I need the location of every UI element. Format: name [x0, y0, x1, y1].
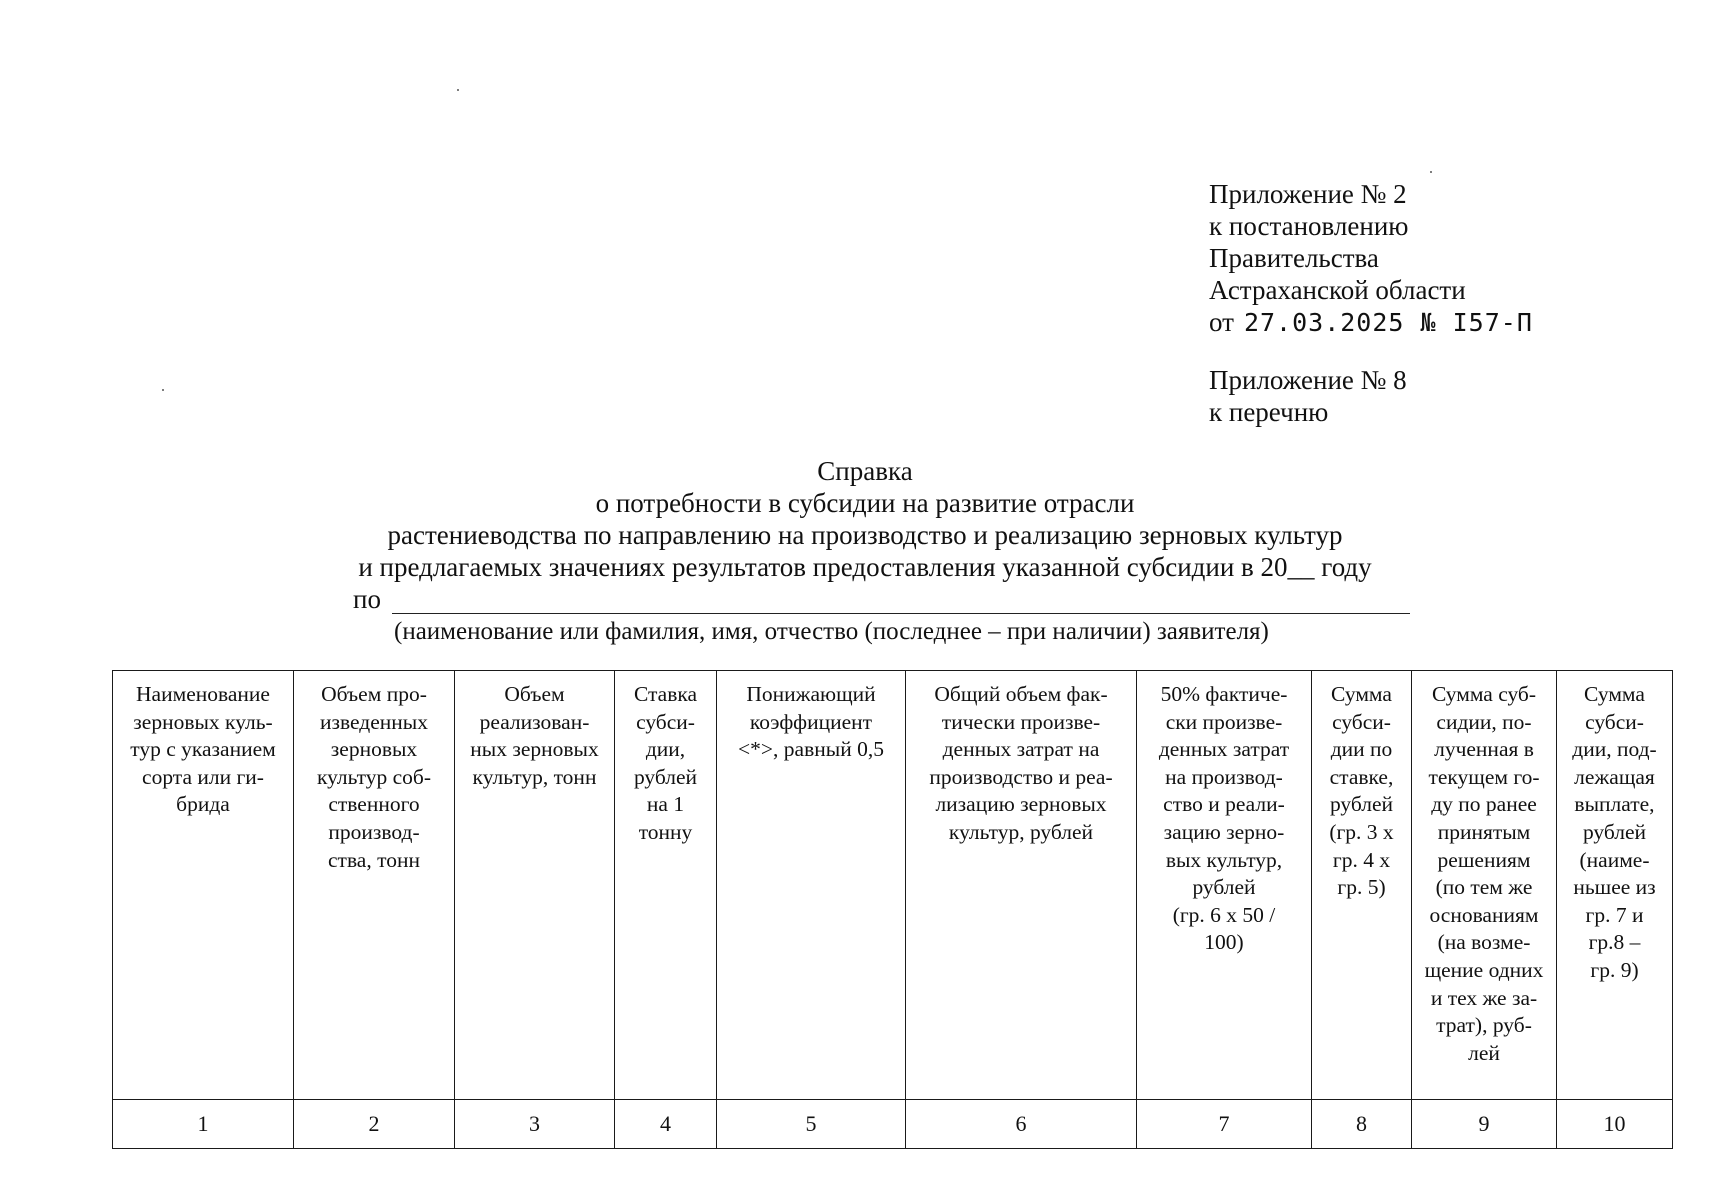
- title-line: Справка: [817, 456, 913, 486]
- header-text-line: Сумма: [1331, 682, 1392, 706]
- header-text-line: реализован-: [479, 709, 590, 734]
- header-text-line: лизацию зерновых: [935, 792, 1107, 817]
- annex-sub-line: Приложение № 8: [1209, 365, 1407, 395]
- header-text-line: сорта или ги-: [142, 764, 264, 789]
- header-text-line: принятым: [1437, 819, 1531, 844]
- column-number: 4: [615, 1100, 717, 1149]
- header-text-line: дии, под-: [1572, 737, 1657, 762]
- column-number: 3: [455, 1100, 615, 1149]
- header-text-line: субси-: [1332, 709, 1391, 734]
- applicant-name-blank: [392, 613, 1410, 614]
- header-text-line: трат), руб-: [1436, 1013, 1532, 1038]
- header-text-line: и тех же за-: [1430, 985, 1538, 1010]
- header-text-line: дии,: [645, 737, 686, 762]
- title-line: растениеводства по направлению на производство и реализацию зерновых культур: [387, 520, 1343, 550]
- header-text-line: вых культур,: [1165, 847, 1283, 872]
- header-text-line: субси-: [1585, 709, 1644, 734]
- column-number: 10: [1557, 1100, 1673, 1149]
- header-cell: [455, 671, 615, 1100]
- header-cell: [1412, 671, 1557, 1100]
- header-text-line: производ-: [328, 819, 420, 844]
- header-text-line: <*>, равный 0,5: [738, 737, 884, 762]
- header-text-line: денных затрат на: [942, 737, 1100, 762]
- header-text-line: лей: [1468, 1040, 1500, 1065]
- header-text-line: Сумма суб-: [1431, 682, 1537, 706]
- header-text-line: Сумма: [1584, 682, 1645, 706]
- document-title: [300, 455, 1430, 583]
- header-text-line: ньшее из: [1573, 875, 1656, 900]
- header-text-line: гр. 9): [1590, 957, 1639, 982]
- header-text-line: (гр. 6 х 50 /: [1172, 902, 1276, 927]
- header-text-line: тически произве-: [941, 709, 1101, 734]
- title-line: о потребности в субсидии на развитие отрасли: [595, 488, 1135, 518]
- column-number: 9: [1412, 1100, 1557, 1149]
- annex-main-line: Астраханской области: [1209, 275, 1466, 305]
- header-text-line: гр. 7 и: [1585, 902, 1644, 927]
- header-text-line: ду по ранее: [1431, 792, 1537, 817]
- annex-main-line: к постановлению: [1209, 211, 1409, 241]
- header-text-line: (по тем же: [1435, 875, 1533, 900]
- column-number-row: [113, 1100, 1673, 1149]
- annex-date-prefix: от: [1209, 307, 1234, 337]
- applicant-label: по: [353, 584, 381, 614]
- column-number: 8: [1312, 1100, 1412, 1149]
- header-text-line: основаниям: [1429, 902, 1539, 927]
- header-text-line: текущем го-: [1428, 764, 1540, 789]
- header-cell: [1557, 671, 1673, 1100]
- header-text-line: ство и реали-: [1163, 792, 1285, 817]
- header-text-line: рублей: [633, 764, 698, 789]
- header-text-line: рублей: [1329, 792, 1394, 817]
- column-number: 6: [906, 1100, 1137, 1149]
- header-text-line: зерновых: [330, 737, 418, 762]
- annex-main-block: [1209, 178, 1533, 339]
- header-text-line: Наименование: [136, 682, 270, 706]
- column-number: 5: [717, 1100, 906, 1149]
- header-text-line: субси-: [636, 709, 695, 734]
- header-text-line: (наиме-: [1579, 847, 1650, 872]
- header-text-line: (гр. 3 х: [1329, 819, 1394, 844]
- annex-sub-line: к перечню: [1209, 397, 1329, 427]
- header-cell: [906, 671, 1137, 1100]
- header-row: [113, 671, 1673, 1100]
- title-line: и предлагаемых значениях результатов предоставления указанной субсидии в 20__ году: [358, 552, 1372, 582]
- header-text-line: производство и реа-: [929, 764, 1113, 789]
- header-cell: [1312, 671, 1412, 1100]
- header-text-line: рублей: [1192, 875, 1256, 900]
- header-text-line: Понижающий: [746, 682, 876, 706]
- decree-date-number: 27.03.2025 № I57-П: [1243, 308, 1533, 337]
- annex-date-line: [1209, 306, 1533, 339]
- header-text-line: денных затрат: [1158, 737, 1290, 762]
- applicant-caption: (наименование или фамилия, имя, отчество (последнее – при наличии) заявителя): [394, 618, 1269, 645]
- header-text-line: гр.8 –: [1588, 930, 1641, 955]
- header-text-line: выплате,: [1574, 792, 1655, 817]
- header-text-line: культур соб-: [316, 764, 432, 789]
- header-text-line: на производ-: [1165, 764, 1283, 789]
- header-text-line: культур, тонн: [472, 764, 597, 789]
- header-cell: [717, 671, 906, 1100]
- header-text-line: Объем про-: [321, 682, 427, 706]
- header-text-line: Ставка: [633, 682, 698, 706]
- scan-speck: [457, 89, 459, 91]
- header-text-line: ски произве-: [1165, 709, 1283, 734]
- header-text-line: рублей: [1582, 819, 1647, 844]
- scan-speck: [1430, 171, 1432, 173]
- header-text-line: щение одних: [1424, 957, 1544, 982]
- header-text-line: ственного: [328, 792, 420, 817]
- header-text-line: тур с указанием: [130, 737, 276, 762]
- header-text-line: 100): [1204, 930, 1244, 955]
- header-text-line: Общий объем фак-: [934, 682, 1108, 706]
- header-text-line: 50% фактиче-: [1160, 682, 1288, 706]
- header-text-line: коэффициент: [749, 709, 873, 734]
- column-number: 1: [113, 1100, 294, 1149]
- subsidy-table: [112, 670, 1673, 1149]
- column-number: 7: [1137, 1100, 1312, 1149]
- header-text-line: культур, рублей: [948, 819, 1094, 844]
- header-text-line: решениям: [1437, 847, 1531, 872]
- column-number: 2: [294, 1100, 455, 1149]
- header-text-line: (на возме-: [1437, 930, 1531, 955]
- header-text-line: лежащая: [1574, 764, 1655, 789]
- header-text-line: изведенных: [320, 709, 428, 734]
- header-text-line: ставке,: [1329, 764, 1394, 789]
- header-text-line: лученная в: [1434, 737, 1534, 762]
- header-text-line: ства, тонн: [328, 847, 420, 872]
- header-cell: [615, 671, 717, 1100]
- header-text-line: сидии, по-: [1436, 709, 1532, 734]
- header-cell: [113, 671, 294, 1100]
- scan-speck: [162, 389, 164, 391]
- annex-sub-block: [1209, 364, 1407, 428]
- header-text-line: тонну: [638, 819, 693, 844]
- header-text-line: на 1: [646, 792, 685, 817]
- header-text-line: ных зерновых: [470, 737, 599, 762]
- header-text-line: гр. 4 х: [1332, 847, 1391, 872]
- header-text-line: зацию зерно-: [1163, 819, 1285, 844]
- header-cell: [294, 671, 455, 1100]
- header-text-line: дии по: [1330, 737, 1393, 762]
- header-text-line: зерновых куль-: [133, 709, 273, 734]
- header-text-line: Объем: [504, 682, 565, 706]
- annex-main-line: Приложение № 2: [1209, 179, 1407, 209]
- annex-main-line: Правительства: [1209, 243, 1379, 273]
- header-cell: [1137, 671, 1312, 1100]
- header-text-line: гр. 5): [1337, 875, 1386, 900]
- header-text-line: брида: [176, 792, 230, 817]
